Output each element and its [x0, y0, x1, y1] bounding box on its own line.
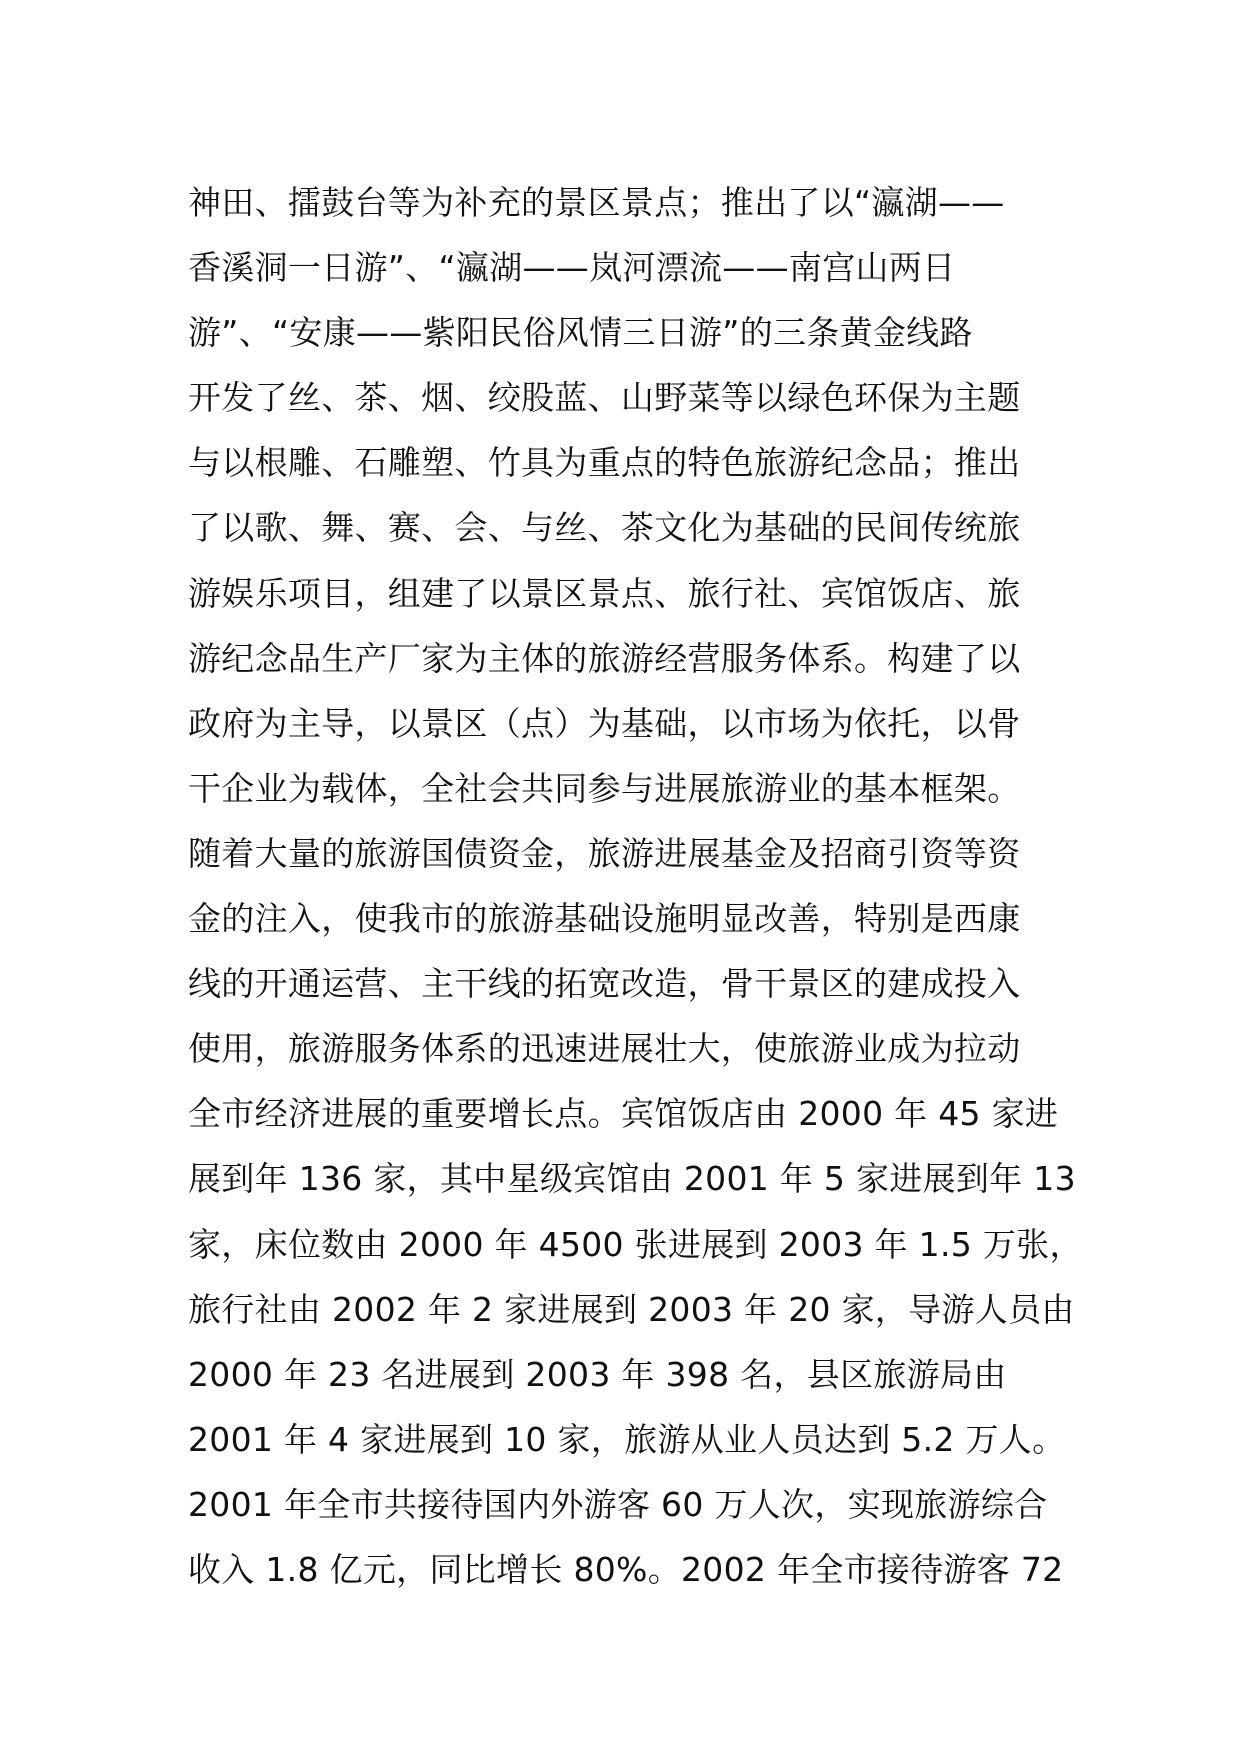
text-line: 神田、擂鼓台等为补充的景区景点；推出了以“瀛湖—— — [188, 183, 1005, 222]
text-line: 线的开通运营、主干线的拓宽改造，骨干景区的建成投入 — [188, 964, 1021, 1004]
text-line: 了以歌、舞、赛、会、与丝、茶文化为基础的民间传统旅 — [188, 508, 1021, 548]
body-paragraph — [188, 170, 1083, 1602]
text-line: 干企业为载体，全社会共同参与进展旅游业的基本框架。 — [188, 768, 1021, 808]
text-line: 开发了丝、茶、烟、绞股蓝、山野菜等以绿色环保为主题 — [188, 378, 1021, 418]
text-line: 游纪念品生产厂家为主体的旅游经营服务体系。构建了以 — [188, 638, 1021, 678]
text-line: 与以根雕、石雕塑、竹具为重点的特色旅游纪念品；推出 — [188, 443, 1021, 483]
text-line: 2001 年 4 家进展到 10 家，旅游从业人员达到 5.2 万人。 — [188, 1419, 1066, 1459]
text-line: 政府为主导，以景区（点）为基础，以市场为依托，以骨 — [188, 703, 1021, 743]
text-line: 2001 年全市共接待国内外游客 60 万人次，实现旅游综合 — [188, 1484, 1048, 1524]
text-line: 游”、“安康——紫阳民俗风情三日游”的三条黄金线路 — [188, 313, 973, 353]
text-line: 展到年 136 家，其中星级宾馆由 2001 年 5 家进展到年 13 — [188, 1159, 1076, 1199]
text-line: 香溪洞一日游”、“瀛湖——岚河漂流——南宫山两日 — [188, 248, 956, 288]
text-line: 使用，旅游服务体系的迅速进展壮大，使旅游业成为拉动 — [188, 1029, 1021, 1069]
text-line: 2000 年 23 名进展到 2003 年 398 名，县区旅游局由 — [188, 1354, 1007, 1394]
text-line: 旅行社由 2002 年 2 家进展到 2003 年 20 家，导游人员由 — [188, 1289, 1075, 1329]
text-line: 游娱乐项目，组建了以景区景点、旅行社、宾馆饭店、旅 — [188, 573, 1021, 613]
text-line: 家，床位数由 2000 年 4500 张进展到 2003 年 1.5 万张， — [188, 1224, 1083, 1264]
text-line: 金的注入，使我市的旅游基础设施明显改善，特别是西康 — [188, 899, 1021, 939]
text-line: 全市经济进展的重要增长点。宾馆饭店由 2000 年 45 家进 — [188, 1094, 1059, 1134]
text-line: 随着大量的旅游国债资金，旅游进展基金及招商引资等资 — [188, 833, 1021, 873]
text-line: 收入 1.8 亿元，同比增长 80%。2002 年全市接待游客 72 — [188, 1549, 1064, 1589]
